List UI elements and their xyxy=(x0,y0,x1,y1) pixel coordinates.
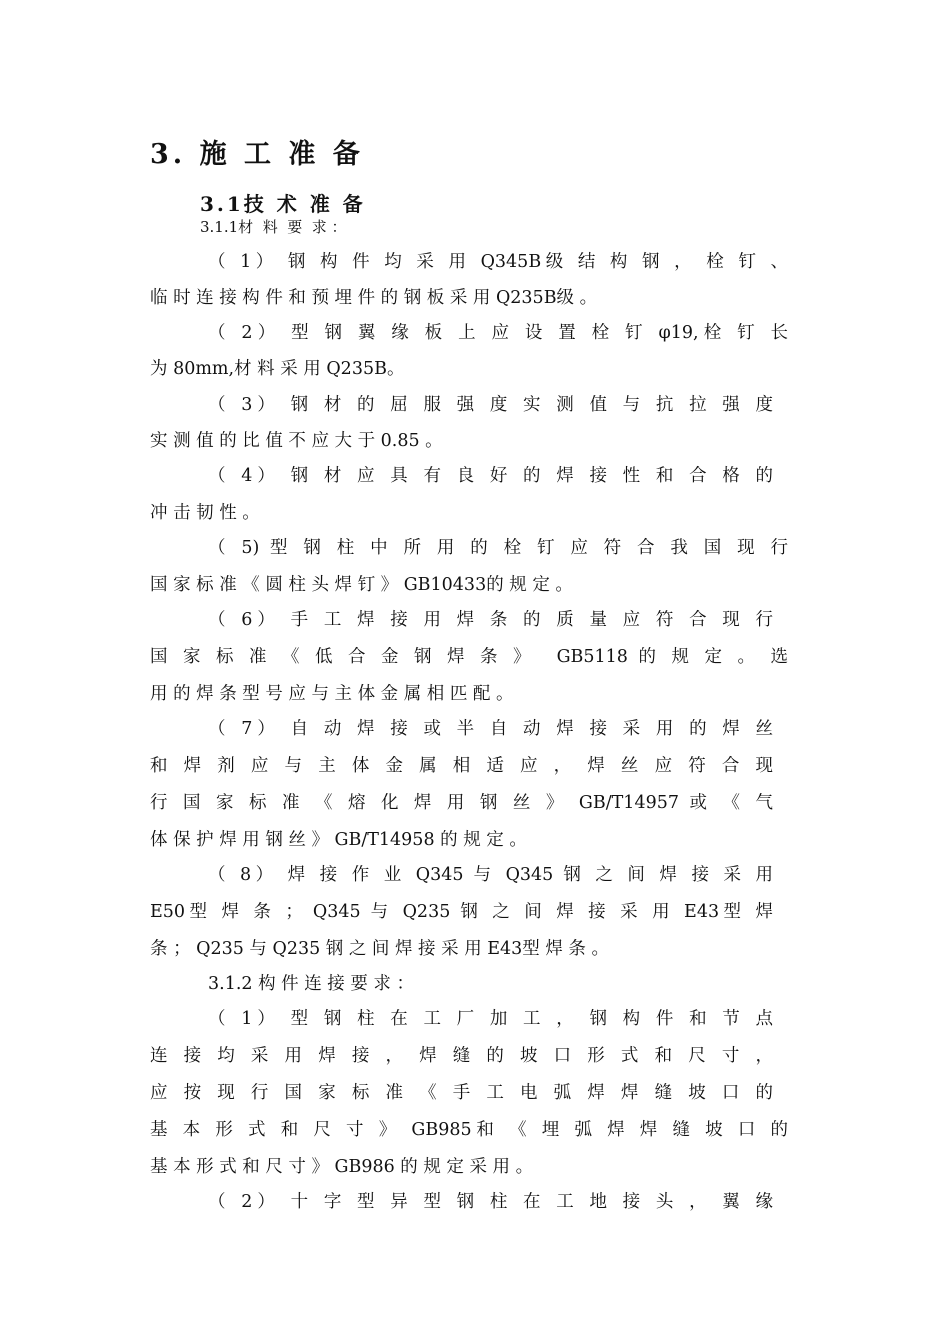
text-line: （ 2） 十 字 型 异 型 钢 柱 在 工 地 接 头 ， 翼 缘 xyxy=(208,1192,773,1212)
text-line: 临 时 连 接 构 件 和 预 埋 件 的 钢 板 采 用 Q235B级 。 xyxy=(150,288,598,308)
text-line: 基 本 形 式 和 尺 寸 》 GB985和 《 埋 弧 焊 焊 缝 坡 口 的 xyxy=(150,1120,788,1140)
text-line: （ 3） 钢 材 的 屈 服 强 度 实 测 值 与 抗 拉 强 度 xyxy=(208,395,773,415)
text-line: 行 国 家 标 准 《 熔 化 焊 用 钢 丝 》 GB/T14957 或 《 气 xyxy=(150,793,773,813)
text-line: 国 家 标 准 《 圆 柱 头 焊 钉 》 GB10433的 规 定 。 xyxy=(150,575,573,595)
text-line: 连 接 均 采 用 焊 接 ， 焊 缝 的 坡 口 形 式 和 尺 寸 ， xyxy=(150,1046,773,1066)
text-line: （ 1） 钢 构 件 均 采 用 Q345B级 结 构 钢 ， 栓 钉 、 xyxy=(208,252,788,272)
text-line: （ 6） 手 工 焊 接 用 焊 条 的 质 量 应 符 合 现 行 xyxy=(208,610,773,630)
section-heading-3: 3. 施 工 准 备 xyxy=(150,139,364,170)
text-line: （ 8） 焊 接 作 业 Q345 与 Q345 钢 之 间 焊 接 采 用 xyxy=(208,865,773,885)
text-line: 冲 击 韧 性 。 xyxy=(150,503,260,523)
text-line: E50型 焊 条 ； Q345 与 Q235 钢 之 间 焊 接 采 用 E43型 焊 xyxy=(150,902,773,922)
text-line: 条 ； Q235 与 Q235 钢 之 间 焊 接 采 用 E43型 焊 条 。 xyxy=(150,939,609,959)
text-line: 国 家 标 准 《 低 合 金 钢 焊 条 》 GB5118 的 规 定 。 选 xyxy=(150,647,788,667)
section-heading-3-1: 3.1技 术 准 备 xyxy=(200,192,366,216)
text-line: 基 本 形 式 和 尺 寸 》 GB986 的 规 定 采 用 。 xyxy=(150,1157,534,1177)
text-line: （ 5) 型 钢 柱 中 所 用 的 栓 钉 应 符 合 我 国 现 行 xyxy=(208,538,788,558)
text-line: 为 80mm,材 料 采 用 Q235B。 xyxy=(150,359,405,379)
text-line: 应 按 现 行 国 家 标 准 《 手 工 电 弧 焊 焊 缝 坡 口 的 xyxy=(150,1083,773,1103)
text-line: 和 焊 剂 应 与 主 体 金 属 相 适 应 ， 焊 丝 应 符 合 现 xyxy=(150,756,773,776)
text-line: （ 7） 自 动 焊 接 或 半 自 动 焊 接 采 用 的 焊 丝 xyxy=(208,719,773,739)
subsection-3-1-2-title: 3.1.2 构 件 连 接 要 求 ： xyxy=(208,974,414,994)
text-line: （ 1） 型 钢 柱 在 工 厂 加 工 ， 钢 构 件 和 节 点 xyxy=(208,1009,773,1029)
text-line: 体 保 护 焊 用 钢 丝 》 GB/T14958 的 规 定 。 xyxy=(150,830,527,850)
text-line: （ 2） 型 钢 翼 缘 板 上 应 设 置 栓 钉 φ19,栓 钉 长 xyxy=(208,323,788,343)
text-line: 用 的 焊 条 型 号 应 与 主 体 金 属 相 匹 配 。 xyxy=(150,684,514,704)
text-line: （ 4） 钢 材 应 具 有 良 好 的 焊 接 性 和 合 格 的 xyxy=(208,466,773,486)
subsection-3-1-1-title: 3.1.1材 料 要 求 ： xyxy=(200,218,347,236)
text-line: 实 测 值 的 比 值 不 应 大 于 0.85 。 xyxy=(150,431,443,451)
